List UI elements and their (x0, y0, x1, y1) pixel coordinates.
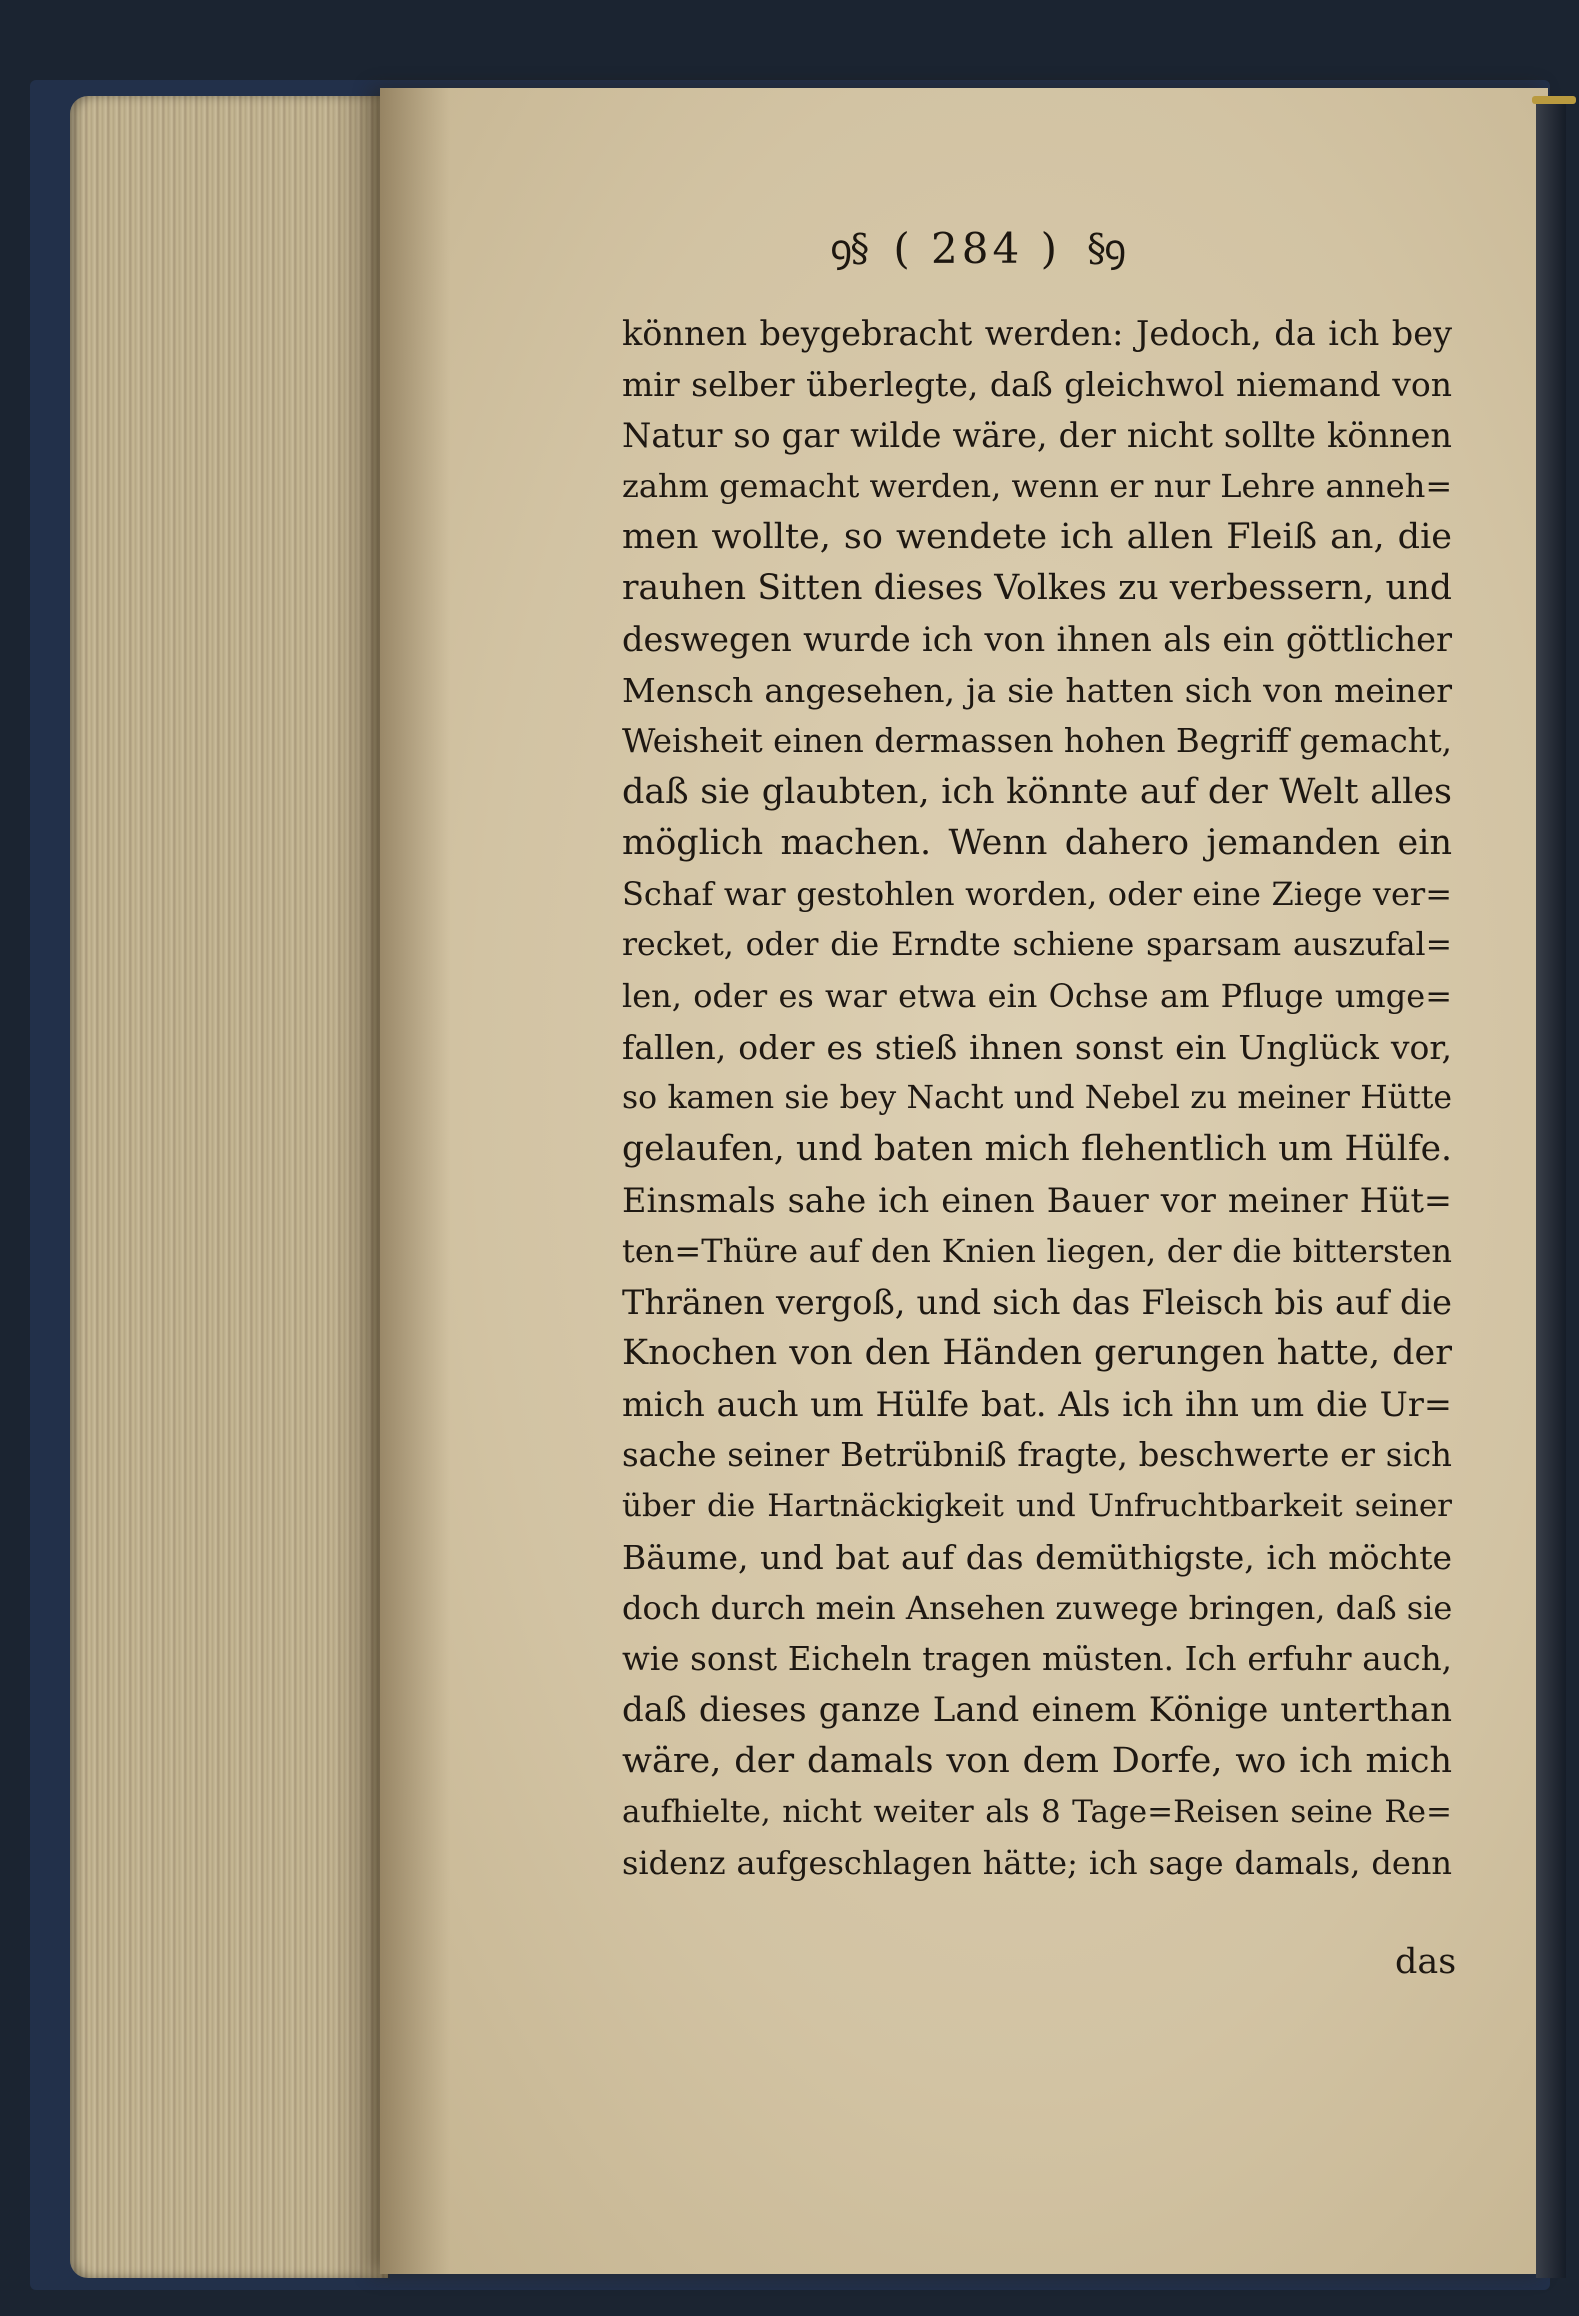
catchword: das (1395, 1942, 1457, 1982)
text-line: zahm gemacht werden, wenn er nur Lehre anneh= (622, 467, 1453, 505)
text-line: Thränen vergoß, und sich das Fleisch bis auf die (622, 1283, 1452, 1322)
running-header (830, 222, 1124, 274)
text-line: sidenz aufgeschlagen hätte; ich sage damals, denn (622, 1844, 1452, 1882)
text-line: rauhen Sitten dieses Volkes zu verbessern, und (622, 568, 1452, 608)
text-line: Bäume, und bat auf das demüthigste, ich möchte (622, 1538, 1452, 1577)
text-line: Mensch angesehen, ja sie hatten sich von meiner (622, 671, 1452, 710)
text-line: sache seiner Betrübniß fragte, beschwerte er sich (622, 1436, 1452, 1474)
text-line: über die Hartnäckigkeit und Unfruchtbarkeit seiner (622, 1488, 1452, 1524)
right-page-edge (1536, 100, 1566, 2278)
page-gutter-shadow (380, 88, 450, 2274)
text-line: gelaufen, und baten mich flehentlich um Hülfe. (622, 1129, 1452, 1169)
text-line: Knochen von den Händen gerungen hatte, der (622, 1333, 1452, 1373)
body-text (622, 308, 1452, 1889)
text-line: Einsmals sahe ich einen Bauer vor meiner Hüt= (622, 1181, 1452, 1220)
text-line: wäre, der damals von dem Dorfe, wo ich mich (622, 1741, 1452, 1781)
text-line: Natur so gar wilde wäre, der nicht sollte können (622, 416, 1452, 455)
text-line: ten=Thüre auf den Knien liegen, der die bittersten (622, 1232, 1452, 1270)
text-line: doch durch mein Ansehen zuwege bringen, daß sie (622, 1589, 1453, 1627)
left-ornament: ꝯ§ (830, 226, 868, 270)
text-line: fallen, oder es stieß ihnen sonst ein Unglück vor, (622, 1028, 1452, 1067)
text-line: recket, oder die Erndte schiene sparsam auszufal= (622, 927, 1452, 963)
text-line: Schaf war gestohlen worden, oder eine Ziege ver= (622, 875, 1452, 913)
text-line: Weisheit einen dermassen hohen Begriff gemacht, (622, 722, 1452, 760)
text-line: men wollte, so wendete ich allen Fleiß an, die (622, 517, 1452, 557)
text-line: mich auch um Hülfe bat. Als ich ihn um die Ur= (622, 1385, 1452, 1424)
text-line: daß dieses ganze Land einem Könige unterthan (622, 1690, 1452, 1730)
text-line: deswegen wurde ich von ihnen als ein göttlicher (622, 620, 1452, 659)
text-line: wie sonst Eicheln tragen müsten. Ich erfuhr auch, (622, 1640, 1452, 1678)
right-ornament: §ꝯ (1086, 226, 1125, 270)
text-line: daß sie glaubten, ich könnte auf der Welt alles (622, 772, 1452, 812)
page-number: ( 284 ) (893, 223, 1061, 273)
text-line: können beygebracht werden: Jedoch, da ich bey (622, 314, 1452, 353)
text-line: aufhielte, nicht weiter als 8 Tage=Reisen seine Re= (622, 1794, 1452, 1830)
text-line: möglich machen. Wenn dahero jemanden ein (622, 823, 1452, 863)
gilt-edge (1532, 96, 1576, 104)
text-line: so kamen sie bey Nacht und Nebel zu meiner Hütte (622, 1080, 1452, 1116)
text-line: len, oder es war etwa ein Ochse am Pfluge umge= (622, 977, 1452, 1015)
text-line: mir selber überlegte, daß gleichwol niemand von (622, 365, 1452, 404)
